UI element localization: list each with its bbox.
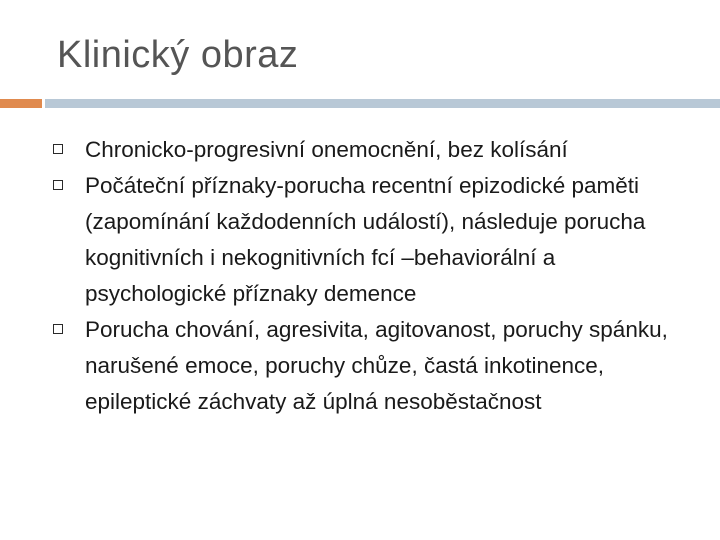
hollow-square-bullet-icon [53,180,63,190]
bullet-item [52,132,702,168]
bullet-item [52,168,702,312]
hollow-square-bullet-icon [53,324,63,334]
title-divider-accent [0,99,42,108]
bullet-text: Počáteční příznaky-porucha recentní epizodické paměti (zapomínání každodenních událostí), následuje porucha kognitivních i nekognitivních fcí –behaviorální a psychologické příznaky demence [85,173,646,306]
bullet-item [52,312,702,420]
hollow-square-bullet-icon [53,144,63,154]
title-divider [45,99,720,108]
slide-title: Klinický obraz [57,34,299,76]
bullet-text: Chronicko-progresivní onemocnění, bez kolísání [85,137,568,162]
bullet-list [52,132,702,420]
bullet-text: Porucha chování, agresivita, agitovanost, poruchy spánku, narušené emoce, poruchy chůze, častá inkotinence, epileptické záchvaty až úplná nesoběstačnost [85,317,668,414]
